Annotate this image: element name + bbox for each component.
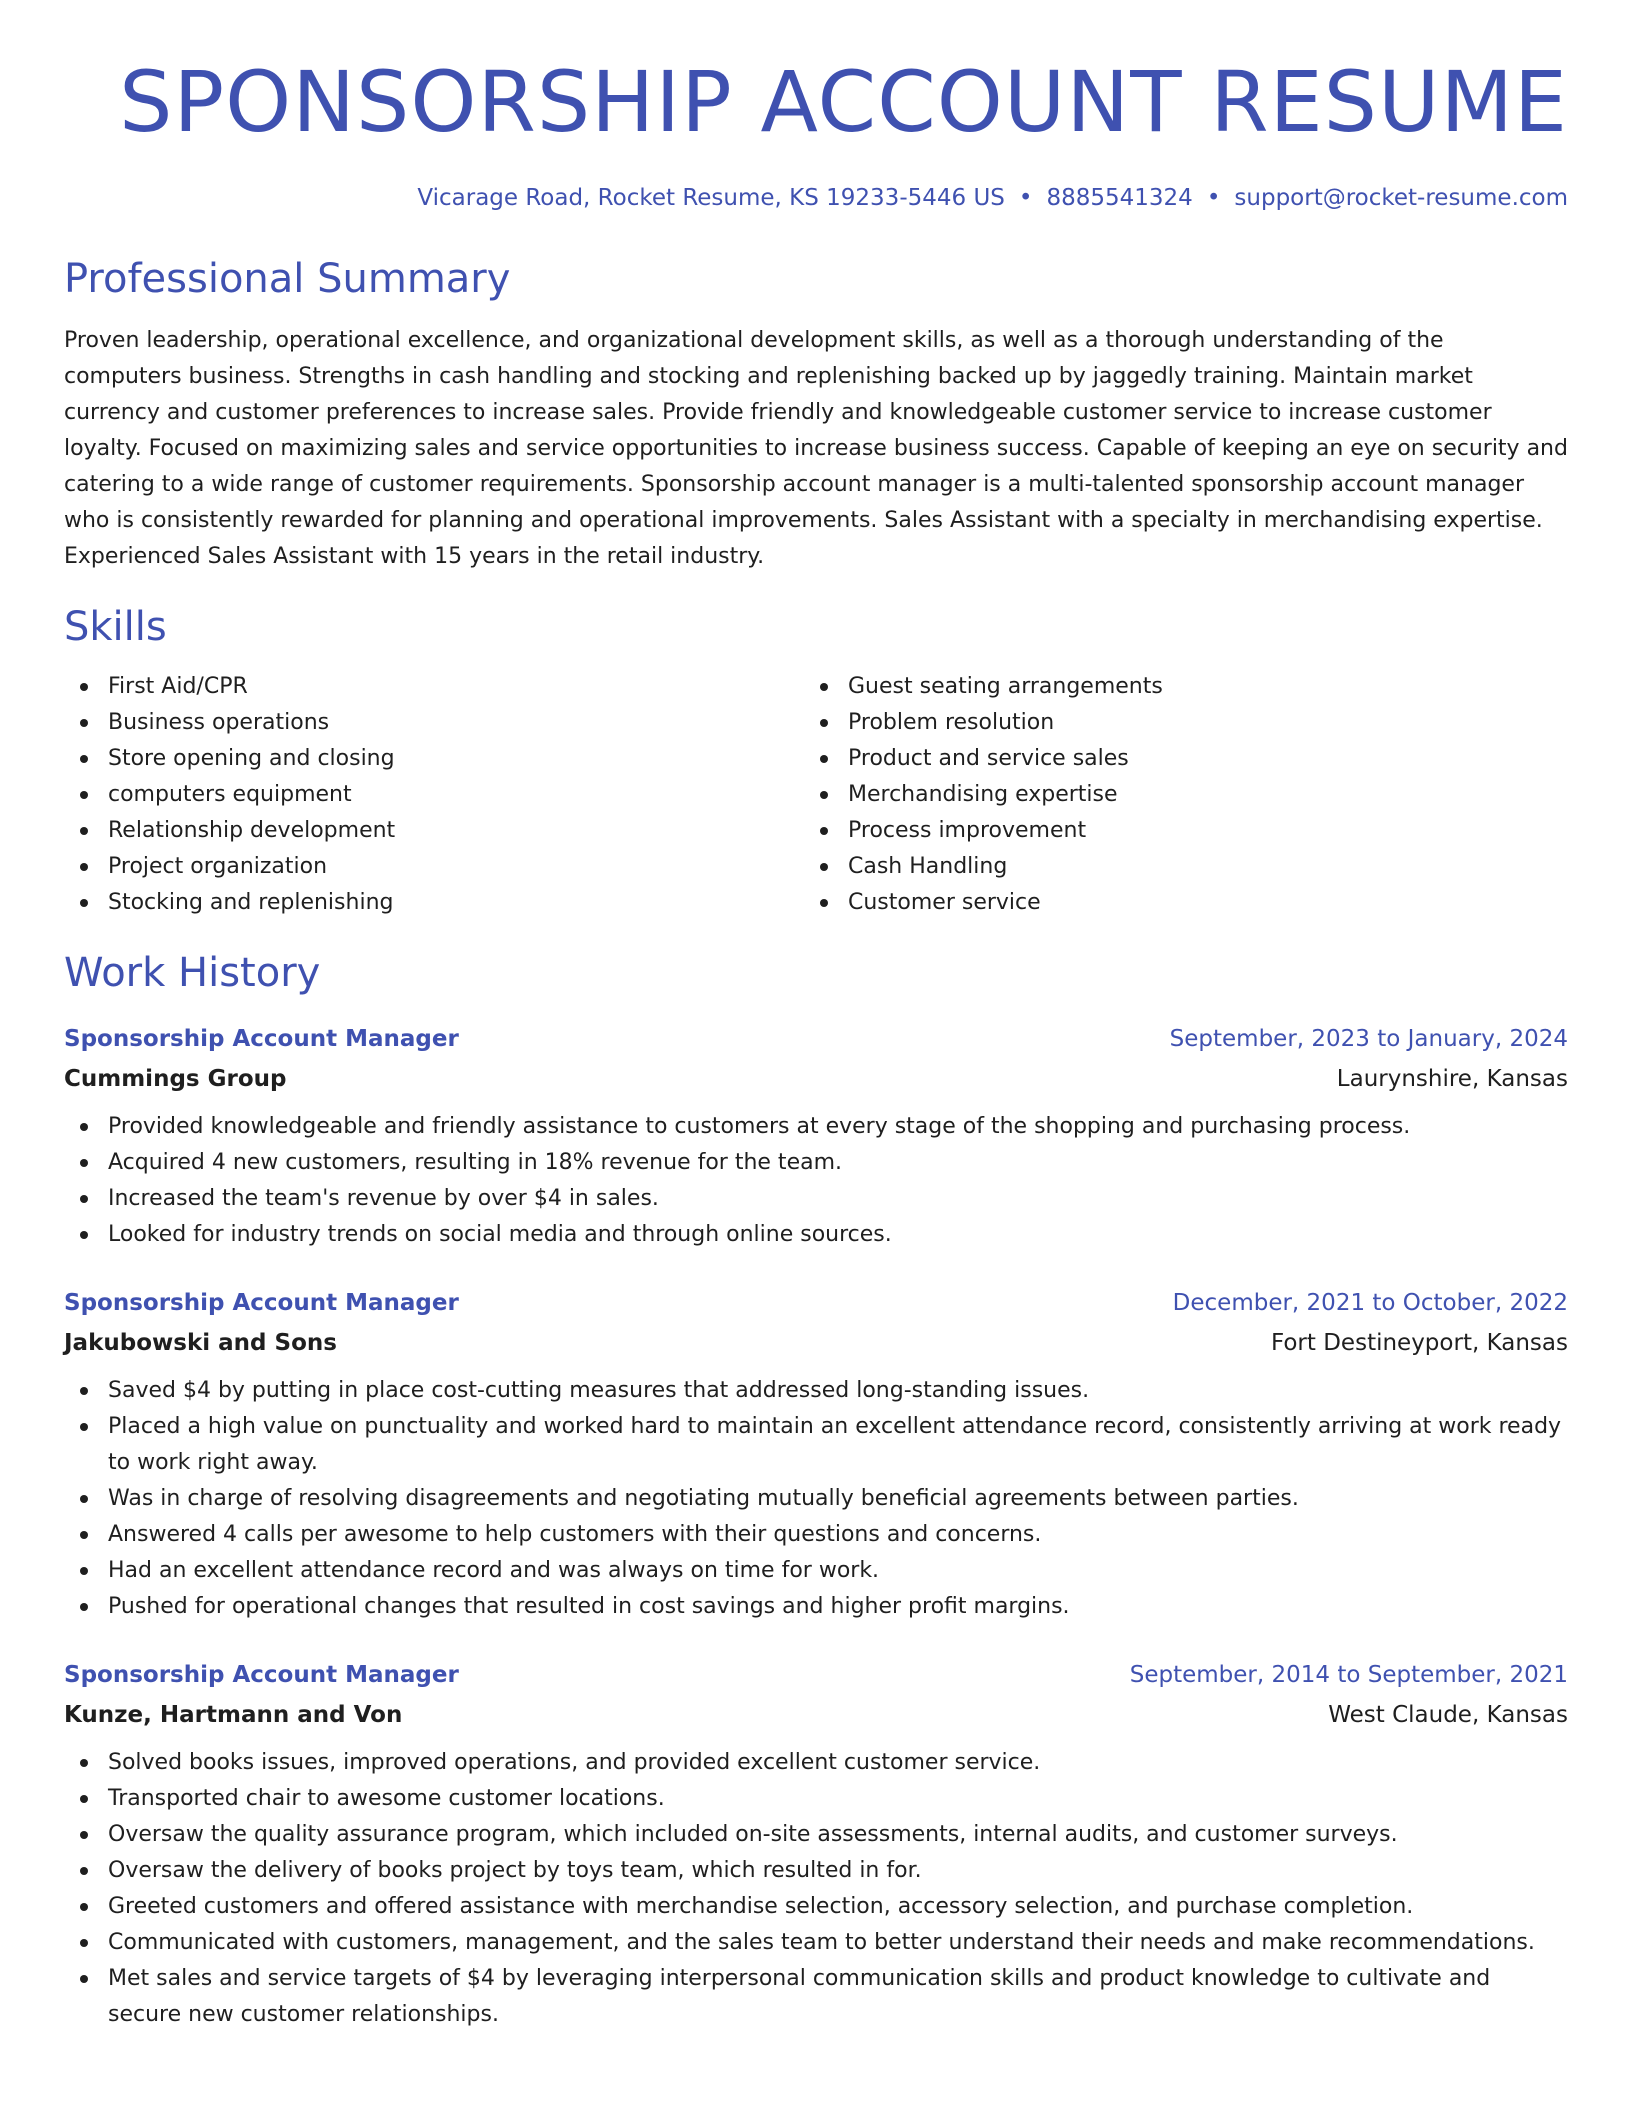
address: Vicarage Road, Rocket Resume, KS 19233-5446 US — [417, 185, 1005, 211]
duty-item: Increased the team's revenue by over $4 in sales. — [64, 1181, 1568, 1217]
summary-text: Proven leadership, operational excellence, and organizational development skills, as well as a thorough understanding of the computers business. Strengths in cash handling and stocking and replenishing backed up by jaggedly training. Maintain market currency and customer preferences to increase sales. Provide friendly and knowledgeable customer service to increase customer loyalty. Focused on maximizing sales and service opportunities to increase business success. Capable of keeping an eye on security and catering to a wide range of customer requirements. Sponsorship account manager is a multi-talented sponsorship account manager who is consistently rewarded for planning and operational improvements. Sales Assistant with a specialty in merchandising expertise. Experienced Sales Assistant with 15 years in the retail industry. — [64, 328, 1568, 569]
job-header-row — [64, 1283, 1568, 1323]
job-duties — [64, 1109, 1568, 1253]
job-company-row — [64, 1323, 1568, 1363]
duty-item: Pushed for operational changes that resulted in cost savings and higher profit margins. — [64, 1589, 1568, 1625]
duty-item: Answered 4 calls per awesome to help customers with their questions and concerns. — [64, 1517, 1568, 1553]
job-title: Sponsorship Account Manager — [64, 1662, 459, 1688]
duty-item: Transported chair to awesome customer locations. — [64, 1781, 1568, 1817]
duty-item: Placed a high value on punctuality and worked hard to maintain an excellent attendance record, consistently arriving at work ready to work right away. — [64, 1409, 1568, 1481]
job-entry — [64, 1283, 1568, 1625]
company-name: Jakubowski and Sons — [64, 1330, 337, 1356]
skill-item: Problem resolution — [804, 705, 1544, 741]
skill-item: Product and service sales — [804, 741, 1544, 777]
skill-item: Relationship development — [64, 813, 804, 849]
separator: • — [1206, 185, 1221, 211]
section-title-skills: Skills — [64, 604, 167, 650]
email: support@rocket-resume.com — [1234, 185, 1568, 211]
job-title: Sponsorship Account Manager — [64, 1026, 459, 1052]
duty-item: Oversaw the delivery of books project by toys team, which resulted in for. — [64, 1853, 1568, 1889]
duty-item: Solved books issues, improved operations, and provided excellent customer service. — [64, 1745, 1568, 1781]
job-header-row — [64, 1655, 1568, 1695]
resume-header — [64, 0, 1568, 215]
job-location: Laurynshire, Kansas — [1336, 1066, 1568, 1092]
skills-column-left — [64, 669, 804, 921]
separator: • — [1018, 185, 1033, 211]
skill-item: Merchandising expertise — [804, 777, 1544, 813]
duty-item: Provided knowledgeable and friendly assistance to customers at every stage of the shopping and purchasing process. — [64, 1109, 1568, 1145]
skill-item: First Aid/CPR — [64, 669, 804, 705]
job-title: Sponsorship Account Manager — [64, 1290, 459, 1316]
duty-item: Was in charge of resolving disagreements and negotiating mutually beneficial agreements between parties. — [64, 1481, 1568, 1517]
work-history-list — [64, 1019, 1568, 2033]
job-entry — [64, 1019, 1568, 1253]
job-header-row — [64, 1019, 1568, 1059]
skills-list — [64, 669, 1568, 921]
job-dates: December, 2021 to October, 2022 — [1172, 1290, 1568, 1316]
section-title-work-history: Work History — [64, 950, 321, 996]
company-name: Kunze, Hartmann and Von — [64, 1702, 403, 1728]
duty-item: Oversaw the quality assurance program, which included on-site assessments, internal audits, and customer surveys. — [64, 1817, 1568, 1853]
duty-item: Looked for industry trends on social media and through online sources. — [64, 1217, 1568, 1253]
job-duties — [64, 1373, 1568, 1625]
contact-line — [64, 181, 1568, 215]
skill-item: Stocking and replenishing — [64, 885, 804, 921]
resume-title: SPONSORSHIP ACCOUNT RESUME — [119, 53, 1568, 151]
duty-item: Saved $4 by putting in place cost-cutting measures that addressed long-standing issues. — [64, 1373, 1568, 1409]
duty-item: Met sales and service targets of $4 by leveraging interpersonal communication skills and product knowledge to cultivate and secure new customer relationships. — [64, 1961, 1568, 2033]
company-name: Cummings Group — [64, 1066, 287, 1092]
phone: 8885541324 — [1046, 185, 1193, 211]
skill-item: Project organization — [64, 849, 804, 885]
job-dates: September, 2014 to September, 2021 — [1129, 1662, 1568, 1688]
skill-item: Store opening and closing — [64, 741, 804, 777]
job-location: Fort Destineyport, Kansas — [1270, 1330, 1568, 1356]
duty-item: Communicated with customers, management, and the sales team to better understand their needs and make recommendations. — [64, 1925, 1568, 1961]
section-title-summary: Professional Summary — [64, 256, 511, 302]
skill-item: Business operations — [64, 705, 804, 741]
skill-item: computers equipment — [64, 777, 804, 813]
skill-item: Customer service — [804, 885, 1544, 921]
duty-item: Acquired 4 new customers, resulting in 18% revenue for the team. — [64, 1145, 1568, 1181]
skill-item: Cash Handling — [804, 849, 1544, 885]
job-company-row — [64, 1059, 1568, 1099]
job-entry — [64, 1655, 1568, 2033]
duty-item: Greeted customers and offered assistance with merchandise selection, accessory selection, and purchase completion. — [64, 1889, 1568, 1925]
skill-item: Guest seating arrangements — [804, 669, 1544, 705]
skill-item: Process improvement — [804, 813, 1544, 849]
skills-column-right — [804, 669, 1544, 921]
job-company-row — [64, 1695, 1568, 1735]
job-duties — [64, 1745, 1568, 2033]
job-location: West Claude, Kansas — [1328, 1702, 1568, 1728]
job-dates: September, 2023 to January, 2024 — [1169, 1026, 1568, 1052]
duty-item: Had an excellent attendance record and was always on time for work. — [64, 1553, 1568, 1589]
